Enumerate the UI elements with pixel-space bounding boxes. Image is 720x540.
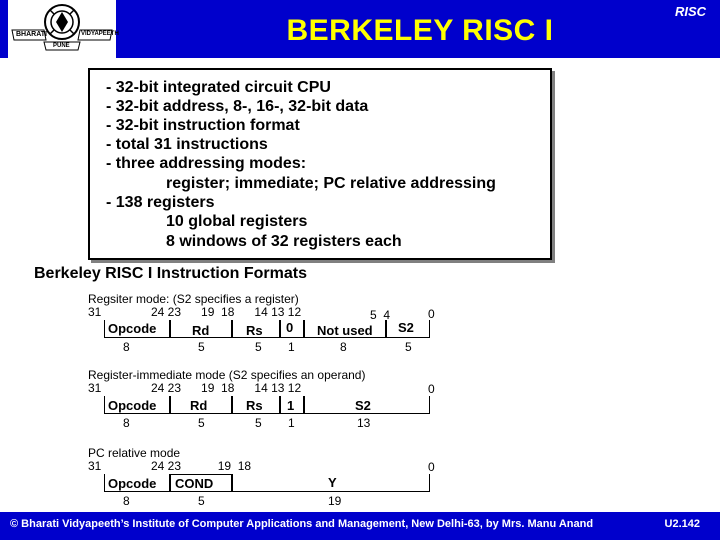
field-name: 0: [286, 320, 294, 335]
field-width: 19: [328, 494, 342, 508]
bit-label: 24 23 19 18 14 13 12: [151, 305, 302, 319]
footer-copyright: © Bharati Vidyapeeth’s Institute of Computer Applications and Management, New Delhi-63, by Mrs. Manu Anand: [10, 518, 594, 530]
field-width: 5: [198, 494, 205, 508]
field-name: 1: [287, 398, 295, 413]
logo-text-left: BHARATI: [16, 31, 47, 38]
field-width: 5: [255, 416, 262, 430]
field-name: Not used: [317, 323, 373, 338]
bit-label: 24 23 19 18 14 13 12: [151, 381, 302, 395]
bit-label: 0: [428, 307, 435, 321]
field-width: 5: [405, 340, 412, 354]
field-name: Opcode: [108, 476, 157, 491]
field-name: S2: [398, 320, 414, 335]
field-width: 8: [123, 494, 130, 508]
bit-label: 0: [428, 460, 435, 474]
page-number: U2.142: [664, 518, 700, 530]
feature-subline: register; immediate; PC relative addressing: [166, 175, 496, 192]
field-width: 8: [123, 416, 130, 430]
format-caption: PC relative mode: [88, 446, 181, 460]
field-name: COND: [175, 476, 214, 491]
field-width: 5: [198, 416, 205, 430]
page-title: BERKELEY RISC I: [286, 14, 554, 47]
bit-label: 31: [88, 305, 102, 319]
field-width: 1: [288, 416, 295, 430]
logo-text-bottom: PUNE: [53, 43, 70, 49]
field-width: 8: [340, 340, 347, 354]
field-name: Opcode: [108, 398, 157, 413]
feature-line: - three addressing modes:: [106, 155, 307, 172]
field-name: S2: [355, 398, 371, 413]
feature-line: - 32-bit integrated circuit CPU: [106, 79, 331, 96]
format-caption: Regsiter mode: (S2 specifies a register): [88, 292, 299, 306]
field-name: Rd: [190, 398, 208, 413]
bit-label: 31: [88, 381, 102, 395]
field-width: 13: [357, 416, 371, 430]
field-name: Rd: [192, 323, 210, 338]
format-caption: Register-immediate mode (S2 specifies an operand): [88, 368, 366, 382]
feature-line: - 32-bit address, 8-, 16-, 32-bit data: [106, 98, 369, 115]
field-name: Rs: [246, 398, 263, 413]
bit-label: 31: [88, 459, 102, 473]
field-width: 5: [255, 340, 262, 354]
field-name: Y: [328, 475, 337, 490]
field-width: 1: [288, 340, 295, 354]
header-tag: RISC: [674, 4, 706, 19]
feature-subline: 8 windows of 32 registers each: [166, 233, 402, 250]
feature-line: - total 31 instructions: [106, 136, 268, 153]
bit-label: 0: [428, 382, 435, 396]
feature-line: - 32-bit instruction format: [106, 117, 300, 134]
field-width: 8: [123, 340, 130, 354]
logo-text-right: VIDYAPEETH: [81, 31, 119, 37]
section-title: Berkeley RISC I Instruction Formats: [34, 265, 307, 282]
feature-subline: 10 global registers: [166, 213, 308, 230]
field-name: Opcode: [108, 321, 157, 336]
bit-label: 24 23 19 18: [151, 459, 252, 473]
bit-label: 5 4: [370, 308, 391, 322]
field-name: Rs: [246, 323, 263, 338]
feature-line: - 138 registers: [106, 194, 215, 211]
field-width: 5: [198, 340, 205, 354]
